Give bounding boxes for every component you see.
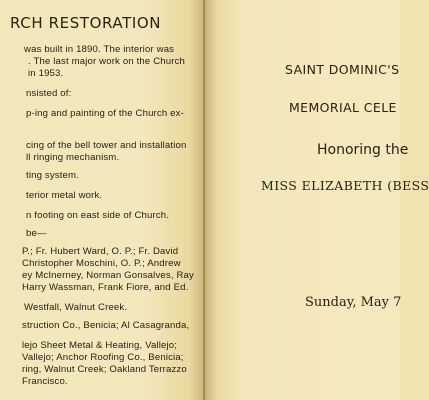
left-line-12: be— [26,228,47,239]
honoree-name: MISS ELIZABETH (BESS [261,178,429,193]
left-line-8: ll ringing mechanism. [26,152,120,163]
left-line-21: ring, Walnut Creek; Oakland Terrazzo [22,364,187,375]
left-line-10: terior metal work. [26,190,103,201]
left-line-17: Westfall, Walnut Creek. [24,302,128,313]
left-line-14: Christopher Moschini, O. P.; Andrew [22,258,181,269]
program-title-line-1: SAINT DOMINIC'S [285,62,400,77]
right-page [205,0,429,400]
left-line-1: was built in 1890. The interior was [24,44,175,55]
left-line-19: lejo Sheet Metal & Heating, Vallejo; [22,340,178,351]
church-restoration-heading: RCH RESTORATION [10,14,162,32]
left-line-18: struction Co., Benicia; Al Casagranda, [22,320,190,331]
left-line-16: Harry Wassman, Frank Fiore, and Ed. [22,282,189,293]
left-page [0,0,205,400]
program-title-line-2: MEMORIAL CELE [289,100,397,115]
left-line-4: nsisted of: [26,88,72,99]
left-line-13: P.; Fr. Hubert Ward, O. P.; Fr. David [22,246,179,257]
left-line-7: cing of the bell tower and installation [26,140,187,151]
left-line-3: in 1953. [28,68,64,79]
left-line-20: Vallejo; Anchor Roofing Co., Benicia; [22,352,184,363]
left-line-2: . The last major work on the Church [28,56,186,67]
left-line-5: p-ing and painting of the Church ex- [26,108,184,119]
left-line-9: ting system. [26,170,79,181]
left-line-22: Francisco. [22,376,68,387]
left-line-11: n footing on east side of Church. [26,210,170,221]
left-line-15: ey McInerney, Norman Gonsalves, Ray [22,270,194,281]
event-date: Sunday, May 7 [305,295,402,310]
honoring-text: Honoring the [317,142,409,158]
